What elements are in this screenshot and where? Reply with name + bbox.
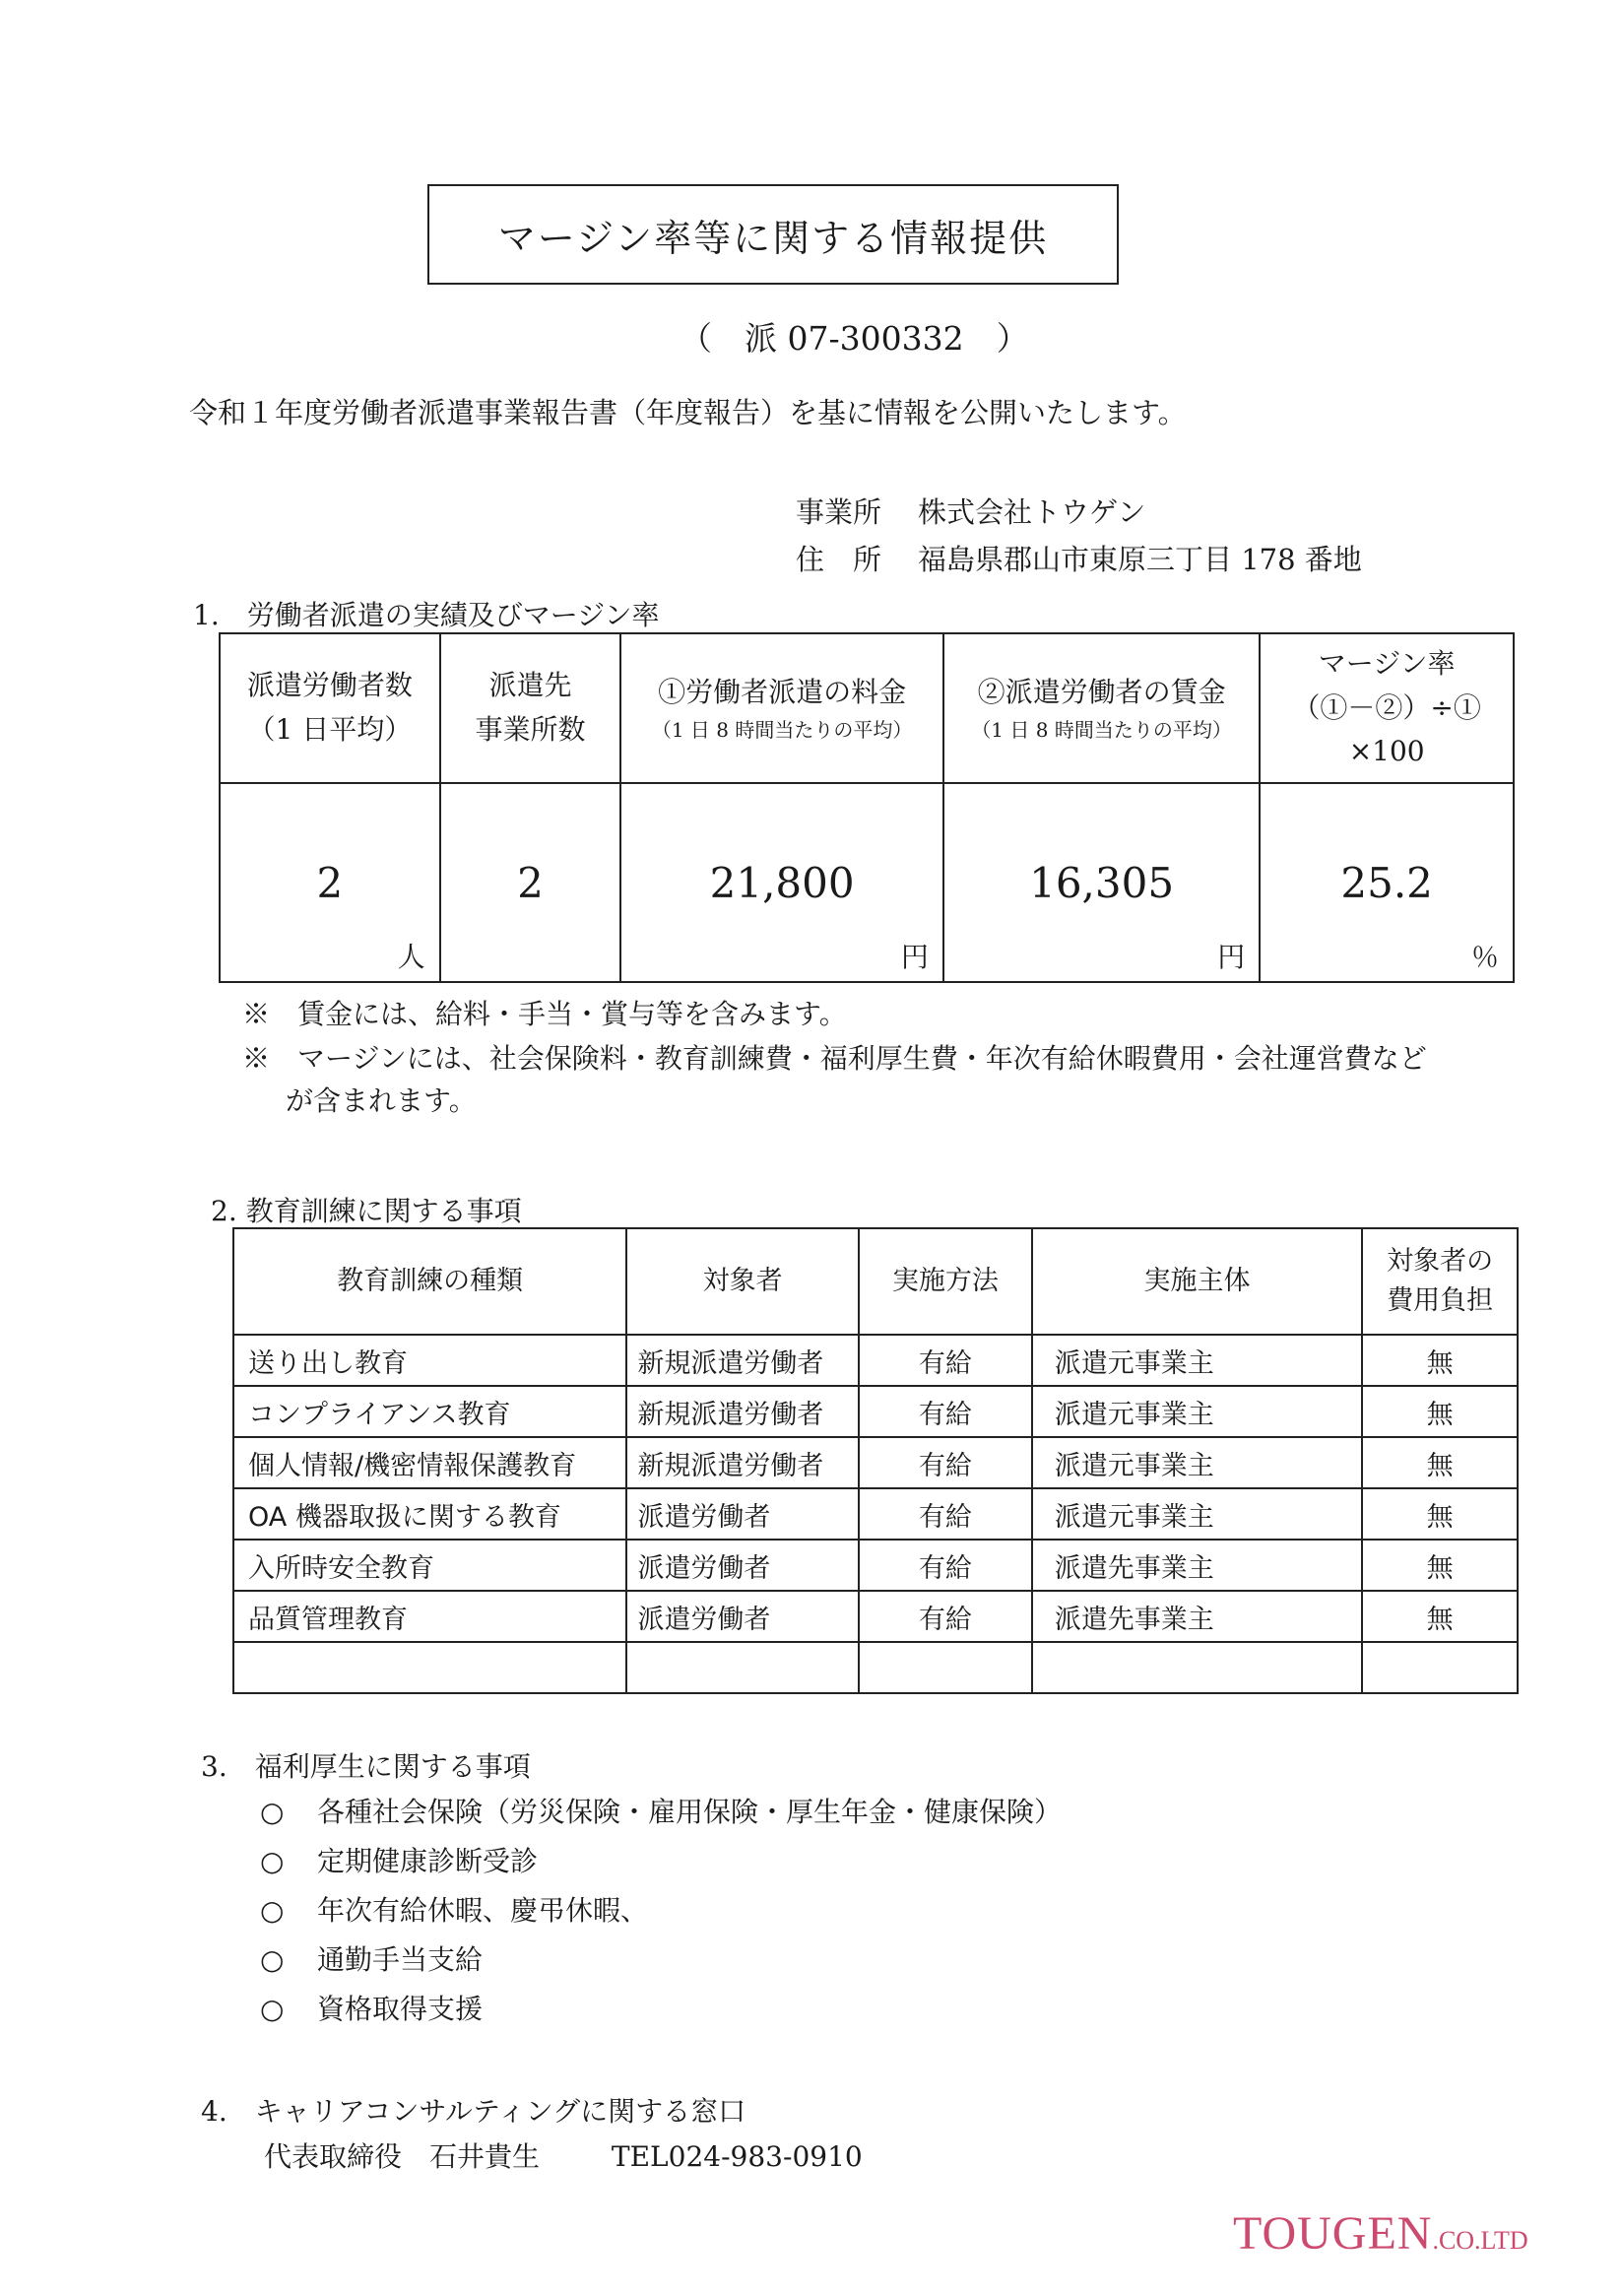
address-label: 住 所 (796, 543, 882, 576)
header-fee: ①労働者派遣の料金 （1 日 8 時間当たりの平均） (620, 633, 942, 783)
section2-heading: 2. 教育訓練に関する事項 (211, 1195, 522, 1227)
value-margin: 25.2 ％ (1260, 783, 1514, 982)
table-row: 品質管理教育 派遣労働者 有給 派遣先事業主 無 (233, 1591, 1518, 1642)
header-wage: ②派遣労働者の賃金 （1 日 8 時間当たりの平均） (943, 633, 1260, 783)
list-item: ○ 各種社会保険（労災保険・雇用保険・厚生年金・健康保険） (260, 1796, 1063, 1828)
table-row: OA 機器取扱に関する教育 派遣労働者 有給 派遣元事業主 無 (233, 1488, 1518, 1540)
logo-suffix-text: .CO.LTD (1432, 2226, 1528, 2255)
circle-mark: ○ (260, 1943, 285, 1976)
circle-mark: ○ (260, 1796, 285, 1828)
list-item: ○ 資格取得支援 (260, 1993, 484, 2025)
training-table-header (233, 1228, 1518, 1335)
header-method: 実施方法 (859, 1228, 1032, 1335)
company-label: 事業所 (796, 495, 882, 529)
note-margin-line1: ※ マージンには、社会保険料・教育訓練費・福利厚生費・年次有給休暇費用・会社運営費など (242, 1042, 1427, 1075)
margin-table-values (220, 783, 1514, 982)
value-sites: 2 (440, 783, 621, 982)
training-table (232, 1227, 1519, 1694)
intro-text: 令和１年度労働者派遣事業報告書（年度報告）を基に情報を公開いたします。 (189, 396, 1187, 429)
contact-phone: TEL024-983-0910 (611, 2140, 863, 2173)
value-workers: 2 人 (220, 783, 440, 982)
value-fee: 21,800 円 (620, 783, 942, 982)
value-wage: 16,305 円 (943, 783, 1260, 982)
section4-heading: 4. キャリアコンサルティングに関する窓口 (201, 2095, 746, 2128)
header-provider: 実施主体 (1032, 1228, 1362, 1335)
header-target: 対象者 (626, 1228, 859, 1335)
margin-table-header (220, 633, 1514, 783)
table-row: 送り出し教育 新規派遣労働者 有給 派遣元事業主 無 (233, 1335, 1518, 1386)
header-margin: マージン率 （①－②）÷① ×100 (1260, 633, 1514, 783)
list-item: ○ 通勤手当支給 (260, 1943, 484, 1976)
contact-line (264, 2135, 863, 2175)
company-address: 福島県郡山市東原三丁目 178 番地 (918, 543, 1362, 576)
document-title: マージン率等に関する情報提供 (497, 216, 1049, 260)
note-margin (242, 1037, 1542, 1123)
header-workers: 派遣労働者数 （1 日平均） (220, 633, 440, 783)
list-item: ○ 定期健康診断受診 (260, 1845, 539, 1877)
company-name: 株式会社トウゲン (918, 495, 1146, 529)
circle-mark: ○ (260, 1894, 285, 1927)
permit-number: （ 派 07-300332 ） (680, 319, 1029, 358)
document-title-box (427, 184, 1119, 285)
header-training-type: 教育訓練の種類 (233, 1228, 626, 1335)
table-row: 入所時安全教育 派遣労働者 有給 派遣先事業主 無 (233, 1540, 1518, 1591)
section3-heading: 3. 福利厚生に関する事項 (201, 1750, 531, 1783)
header-sites: 派遣先 事業所数 (440, 633, 621, 783)
header-cost: 対象者の 費用負担 (1362, 1228, 1518, 1335)
section1-heading: 1. 労働者派遣の実績及びマージン率 (193, 599, 660, 631)
note-wage: ※ 賃金には、給料・手当・賞与等を含みます。 (242, 998, 847, 1030)
contact-person: 代表取締役 石井貴生 (264, 2140, 541, 2173)
note-margin-line2: が含まれます。 (286, 1084, 477, 1118)
table-row-empty (233, 1642, 1518, 1693)
circle-mark: ○ (260, 1845, 285, 1877)
table-row: コンプライアンス教育 新規派遣労働者 有給 派遣元事業主 無 (233, 1386, 1518, 1437)
list-item: ○ 年次有給休暇、慶弔休暇、 (260, 1894, 649, 1927)
company-logo (1233, 2206, 1528, 2261)
circle-mark: ○ (260, 1993, 285, 2025)
logo-main-text: TOUGEN (1233, 2207, 1433, 2260)
margin-table (219, 632, 1515, 983)
table-row: 個人情報/機密情報保護教育 新規派遣労働者 有給 派遣元事業主 無 (233, 1437, 1518, 1488)
